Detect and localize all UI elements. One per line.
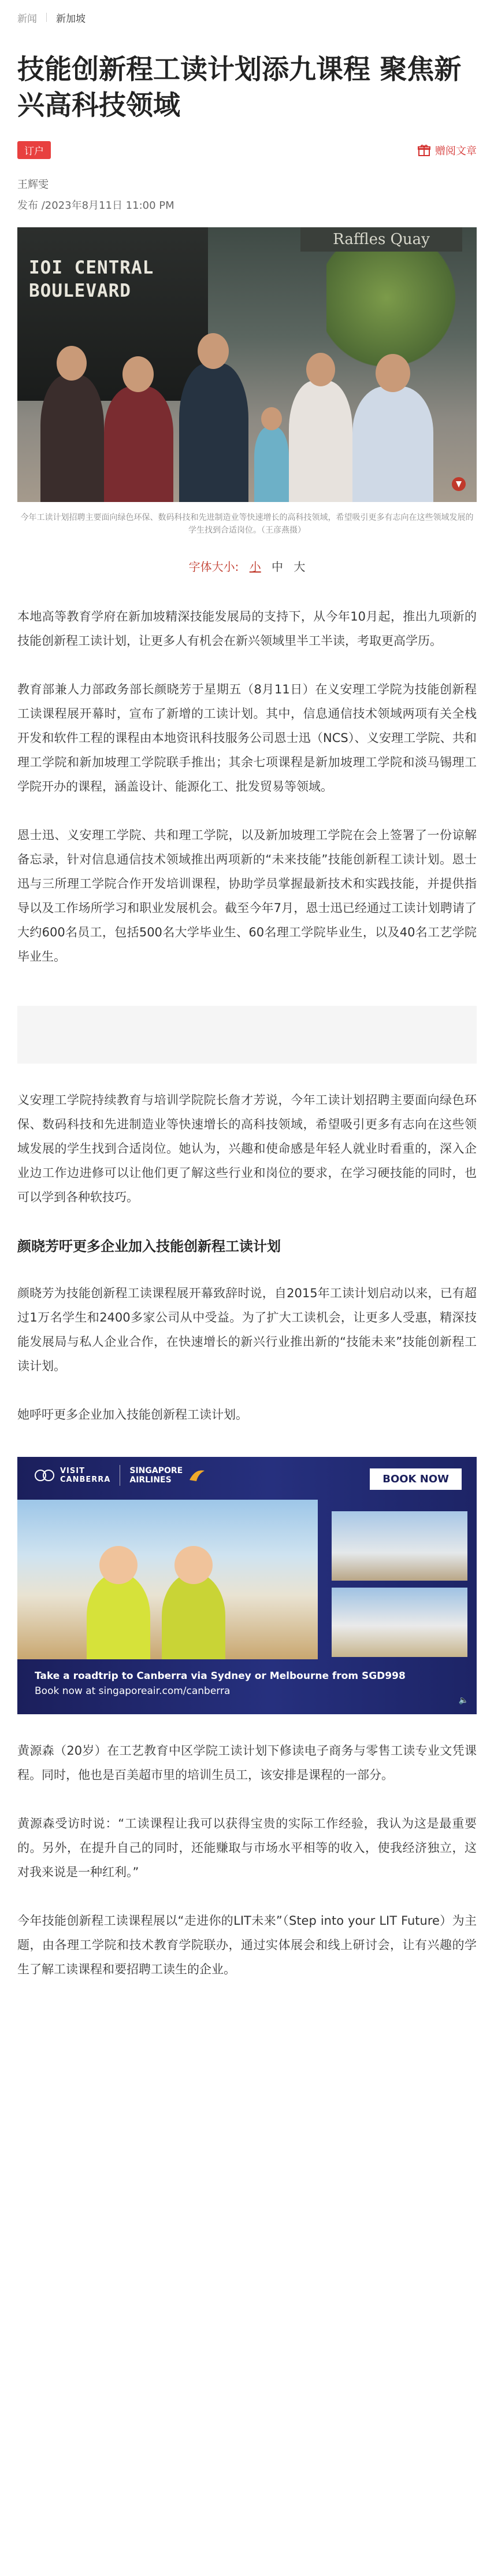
article-paragraph: 教育部兼人力部政务部长颜晓芳于星期五（8月11日）在义安理工学院为技能创新程工读课程展开幕时，宣布了新增的工读计划。其中，信息通信技术领域两项有关全栈开发和软件工程的课程由本地资讯科技服务公司恩士迅（NCS）、义安理工学院、共和理工学院和新加坡理工学院联手推出；其余七项课程是新加坡理工学院和淡马锡理工学院开办的课程，涵盖设计、能源化工、批发贸易等领域。 [17,682,477,794]
font-size-control [17,558,477,574]
gift-article-button[interactable] [418,143,477,158]
subscriber-badge: 订户 [17,141,51,159]
article-paragraph: 黄源森受访时说：“工读课程让我可以获得宝贵的实际工作经验，我认为这是最重要的。另外，在提升自己的同时，还能赚取与市场水平相等的收入，使我经济独立，这对我来说是一种红利。” [17,1817,477,1879]
banner-cta-text: Take a roadtrip to Canberra via Sydney or Melbourne from SGD998 [35,1670,406,1682]
speaker-icon[interactable]: 🔈 [458,1696,469,1705]
ad-banner[interactable] [17,1457,477,1714]
hero-sign-left: IOI CENTRAL BOULEVARD [29,257,154,301]
gift-label: 赠阅文章 [435,145,477,157]
article-paragraph: 本地高等教育学府在新加坡精深技能发展局的支持下，从今年10月起，推出九项新的技能创新程工读计划，让更多人有机会在新兴领域里半工半读，考取更高学历。 [17,610,477,648]
font-size-large[interactable]: 大 [294,560,306,574]
article-subhead: 颜晓芳吁更多企业加入技能创新程工读计划 [17,1238,281,1254]
banner-visit-canberra: VISIT CANBERRA [60,1467,111,1484]
hero-sign-right: Raffles Quay [300,227,462,252]
photo-logo-icon [451,477,466,492]
breadcrumb-current[interactable]: 新加坡 [56,13,86,25]
banner-cta [35,1669,406,1699]
book-now-button[interactable]: BOOK NOW [370,1468,462,1490]
author-name: 王辉雯 [17,179,49,191]
hero-crowd [17,329,477,502]
article-paragraph: 她呼吁更多企业加入技能创新程工读计划。 [17,1408,248,1422]
article-paragraph: 黄源森（20岁）在工艺教育中区学院工读计划下修读电子商务与零售工读专业文凭课程。同时，他也是百美超市里的培训生员工，该安排是课程的一部分。 [17,1744,477,1782]
banner-photo-parliament [332,1511,467,1581]
hero-caption: 今年工读计划招聘主要面向绿色环保、数码科技和先进制造业等快速增长的高科技领域，希望吸引更多有志向在这些领域发展的学生找到合适岗位。（王彦燕摄） [20,513,474,535]
article-paragraph: 义安理工学院持续教育与培训学院院长詹才芳说，今年工读计划招聘主要面向绿色环保、数码科技和先进制造业等快速增长的高科技领域，希望吸引更多有志向在这些领域发展的学生找到合适岗位。她认为，兴趣和使命感是年轻人就业时看重的，深入企业边工作边进修可以让他们更了解这些行业和岗位的要求，在学习硬技能的同时，也可以学到各种软技巧。 [17,1093,477,1204]
breadcrumb [17,0,477,35]
article-paragraph: 今年技能创新程工读课程展以“走进你的LIT未来”（Step into your LIT Future）为主题，由各理工学院和技术教育学院联办，通过实体展会和线上研讨会，让有兴趣的学生了解工读课程和要招聘工读生的企业。 [17,1914,477,1976]
banner-url: Book now at singaporeair.com/canberra [35,1685,231,1697]
font-size-medium[interactable]: 中 [272,560,284,574]
breadcrumb-home[interactable]: 新闻 [17,13,37,25]
ad-placeholder [17,1006,477,1064]
publish-date: 发布 /2023年8月11日 11:00 PM [17,200,174,212]
breadcrumb-separator [46,13,47,22]
meta-row [17,141,477,159]
banner-airline: SINGAPORE AIRLINES [129,1466,183,1485]
canberra-logo-icon [35,1468,54,1482]
font-size-label: 字体大小: [188,560,239,574]
banner-photo-main [17,1500,318,1659]
airline-bird-icon [188,1468,206,1482]
hero-image [17,227,477,502]
banner-logos [35,1465,206,1486]
article-paragraph: 恩士迅、义安理工学院、共和理工学院，以及新加坡理工学院在会上签署了一份谅解备忘录，针对信息通信技术领域推出两项新的“未来技能”技能创新程工读计划。恩士迅与三所理工学院合作开发培训课程，协助学员掌握最新技术和实践技能，并提供指导以及工作场所学习和职业发展机会。截至今年7月，恩士迅已经通过工读计划聘请了大约600名员工，包括500名大学毕业生、60名理工学院毕业生，以及40名工艺学院毕业生。 [17,828,477,964]
article-paragraph: 颜晓芳为技能创新程工读课程展开幕致辞时说，自2015年工读计划启动以来，已有超过1万名学生和2400多家公司从中受益。为了扩大工读机会，让更多人受惠，精深技能发展局与私人企业合作，在快速增长的新兴行业推出新的“技能未来”技能创新程工读计划。 [17,1286,477,1373]
font-size-small[interactable]: 小 [249,560,261,574]
gift-icon [418,144,430,157]
banner-photo-building [332,1588,467,1657]
page-title: 技能创新程工读计划添九课程 聚焦新兴高科技领域 [17,54,462,121]
